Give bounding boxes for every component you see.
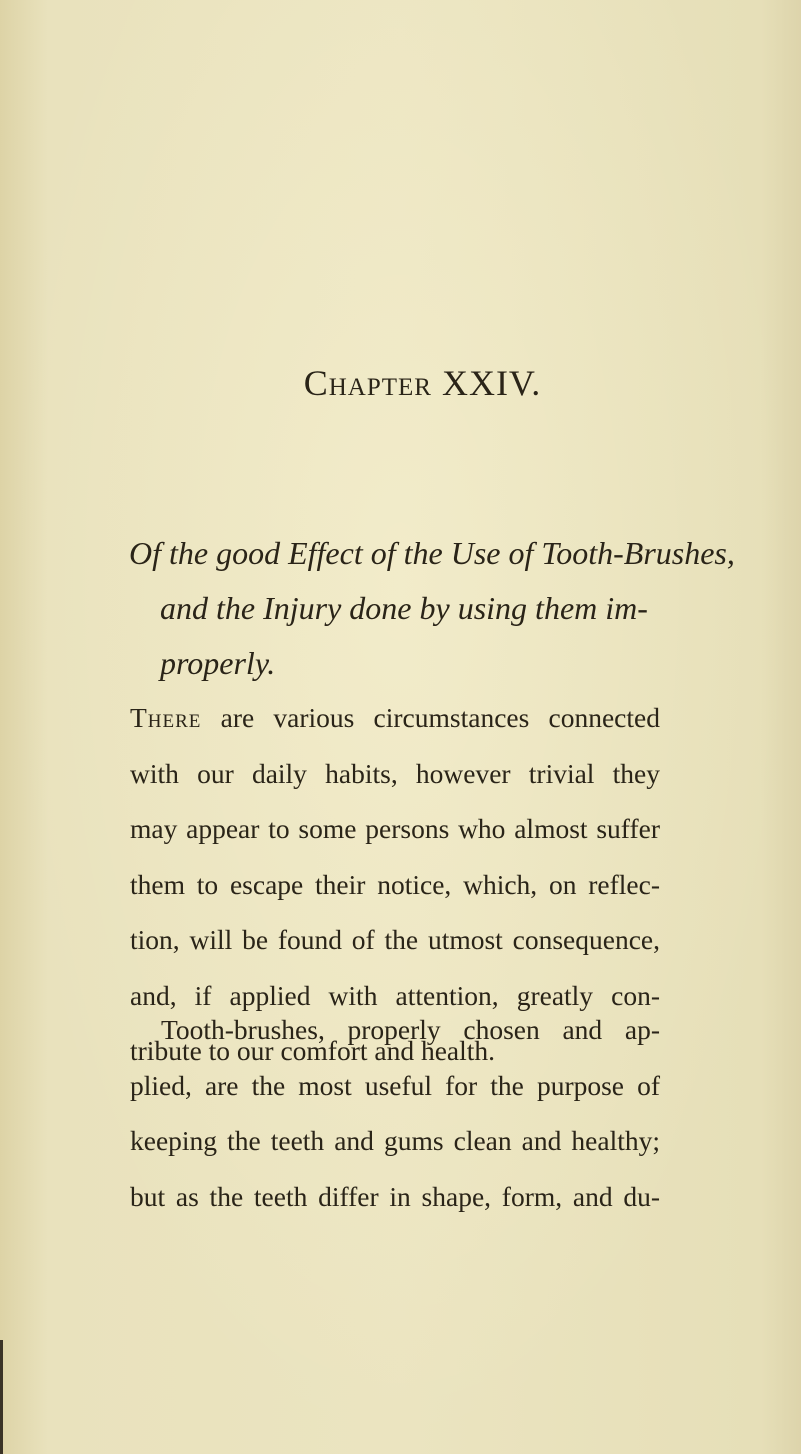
page-edge-shadow (0, 1340, 3, 1454)
chapter-heading: Chapter XXIV. (303, 363, 542, 403)
paragraph-lead-word: There (130, 702, 202, 733)
paragraph-line: with our daily habits, however trivial they (130, 757, 660, 789)
subtitle-line: properly. (160, 645, 276, 681)
paragraph-line: but as the teeth differ in shape, form, and du- (130, 1180, 660, 1212)
paragraph-line: tion, will be found of the utmost consequence, (130, 924, 660, 955)
paragraph-2 (130, 1002, 660, 1224)
subtitle-line: Of the good Effect of the Use of Tooth-Brushes, (129, 535, 735, 571)
paragraph-line: tribute to our comfort and health. (130, 1035, 496, 1066)
paragraph-line: may appear to some persons who almost suffer (130, 813, 660, 844)
paragraph-line: and, if applied with attention, greatly con- (130, 979, 660, 1011)
paragraph-line-text: are various circumstances connected (201, 702, 660, 733)
subtitle-line: and the Injury done by using them im- (160, 590, 648, 626)
paragraph-line: them to escape their notice, which, on reflec- (130, 868, 660, 900)
chapter-subtitle (129, 526, 769, 691)
paragraph-line: keeping the teeth and gums clean and healthy; (130, 1125, 660, 1156)
paragraph-line: plied, are the most useful for the purpose of (130, 1069, 660, 1101)
paragraph-line: Tooth-brushes, properly chosen and ap- (161, 1014, 660, 1045)
paragraph-line (130, 690, 660, 746)
